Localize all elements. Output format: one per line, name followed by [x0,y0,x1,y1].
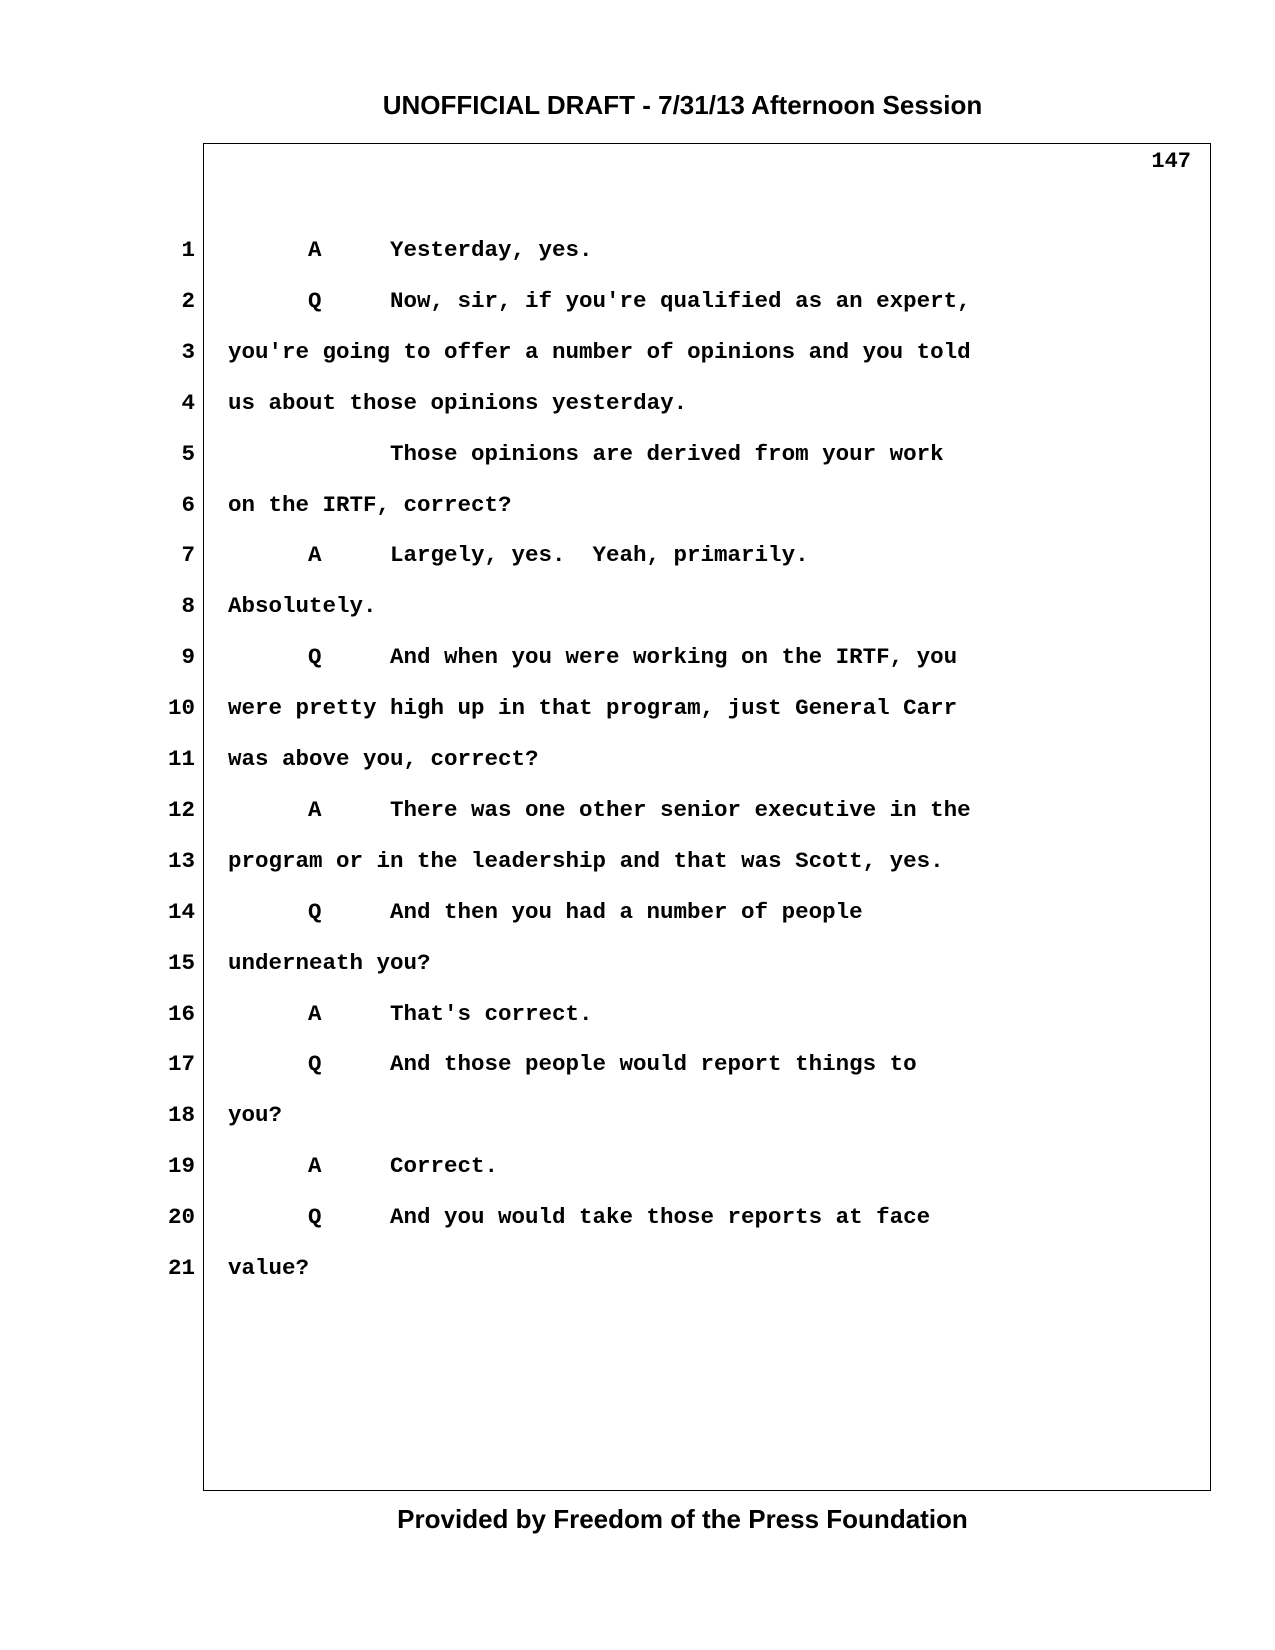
line-number: 5 [181,441,195,467]
speaker-label: A [308,797,322,823]
line-number: 14 [167,899,195,925]
transcript-line [0,1151,1275,1181]
transcript-line [0,999,1275,1029]
speaker-label: Q [308,1204,322,1230]
transcript-line [0,490,1275,520]
line-number: 17 [167,1051,195,1077]
speaker-label: Q [308,644,322,670]
transcript-line [0,1100,1275,1130]
transcript-line [0,337,1275,367]
line-number: 18 [167,1102,195,1128]
line-number: 11 [167,746,195,772]
line-text: you're going to offer a number of opinions and you told [228,339,971,365]
line-text: you? [228,1102,283,1128]
transcript-line [0,439,1275,469]
line-text: underneath you? [228,950,431,976]
line-text: Those opinions are derived from your work [390,441,944,467]
line-text: on the IRTF, correct? [228,492,512,518]
speaker-label: Q [308,288,322,314]
transcript-line [0,744,1275,774]
line-text: Absolutely. [228,593,377,619]
footer-text: Provided by Freedom of the Press Foundation [397,1504,968,1534]
speaker-label: Q [308,899,322,925]
transcript-line [0,286,1275,316]
line-number: 10 [167,695,195,721]
line-text: was above you, correct? [228,746,539,772]
speaker-label: Q [308,1051,322,1077]
transcript-line [0,1253,1275,1283]
line-number: 1 [181,237,195,263]
transcript-line [0,591,1275,621]
speaker-label: A [308,542,322,568]
line-text: And you would take those reports at face [390,1204,931,1230]
line-text: That's correct. [390,1001,593,1027]
line-number: 3 [181,339,195,365]
line-text: And when you were working on the IRTF, you [390,644,958,670]
transcript-line [0,388,1275,418]
line-number: 21 [167,1255,195,1281]
line-text: There was one other senior executive in the [390,797,971,823]
transcript-line [0,1049,1275,1079]
page-header [0,90,1275,121]
transcript-line [0,235,1275,265]
line-number: 20 [167,1204,195,1230]
line-text: And those people would report things to [390,1051,917,1077]
line-number: 8 [181,593,195,619]
line-number: 15 [167,950,195,976]
transcript-line [0,846,1275,876]
transcript-line [0,948,1275,978]
line-number: 7 [181,542,195,568]
line-text: Correct. [390,1153,499,1179]
line-text: And then you had a number of people [390,899,863,925]
line-number: 4 [181,390,195,416]
line-text: value? [228,1255,310,1281]
line-number: 2 [181,288,195,314]
transcript-line [0,693,1275,723]
speaker-label: A [308,1153,322,1179]
page-number: 147 [1151,149,1191,174]
transcript-line [0,1202,1275,1232]
line-number: 12 [167,797,195,823]
line-number: 6 [181,492,195,518]
transcript-line [0,795,1275,825]
line-number: 13 [167,848,195,874]
header-title: UNOFFICIAL DRAFT - 7/31/13 Afternoon Session [382,90,983,120]
line-number: 16 [167,1001,195,1027]
transcript-line [0,897,1275,927]
line-text: were pretty high up in that program, just General Carr [228,695,958,721]
line-text: Now, sir, if you're qualified as an expert, [390,288,971,314]
transcript-line [0,642,1275,672]
speaker-label: A [308,1001,322,1027]
line-text: program or in the leadership and that was Scott, yes. [228,848,944,874]
speaker-label: A [308,237,322,263]
line-number: 9 [181,644,195,670]
line-text: us about those opinions yesterday. [228,390,688,416]
page-footer [0,1504,1275,1535]
line-number: 19 [167,1153,195,1179]
line-text: Yesterday, yes. [390,237,593,263]
line-text: Largely, yes. Yeah, primarily. [390,542,809,568]
transcript-line [0,540,1275,570]
